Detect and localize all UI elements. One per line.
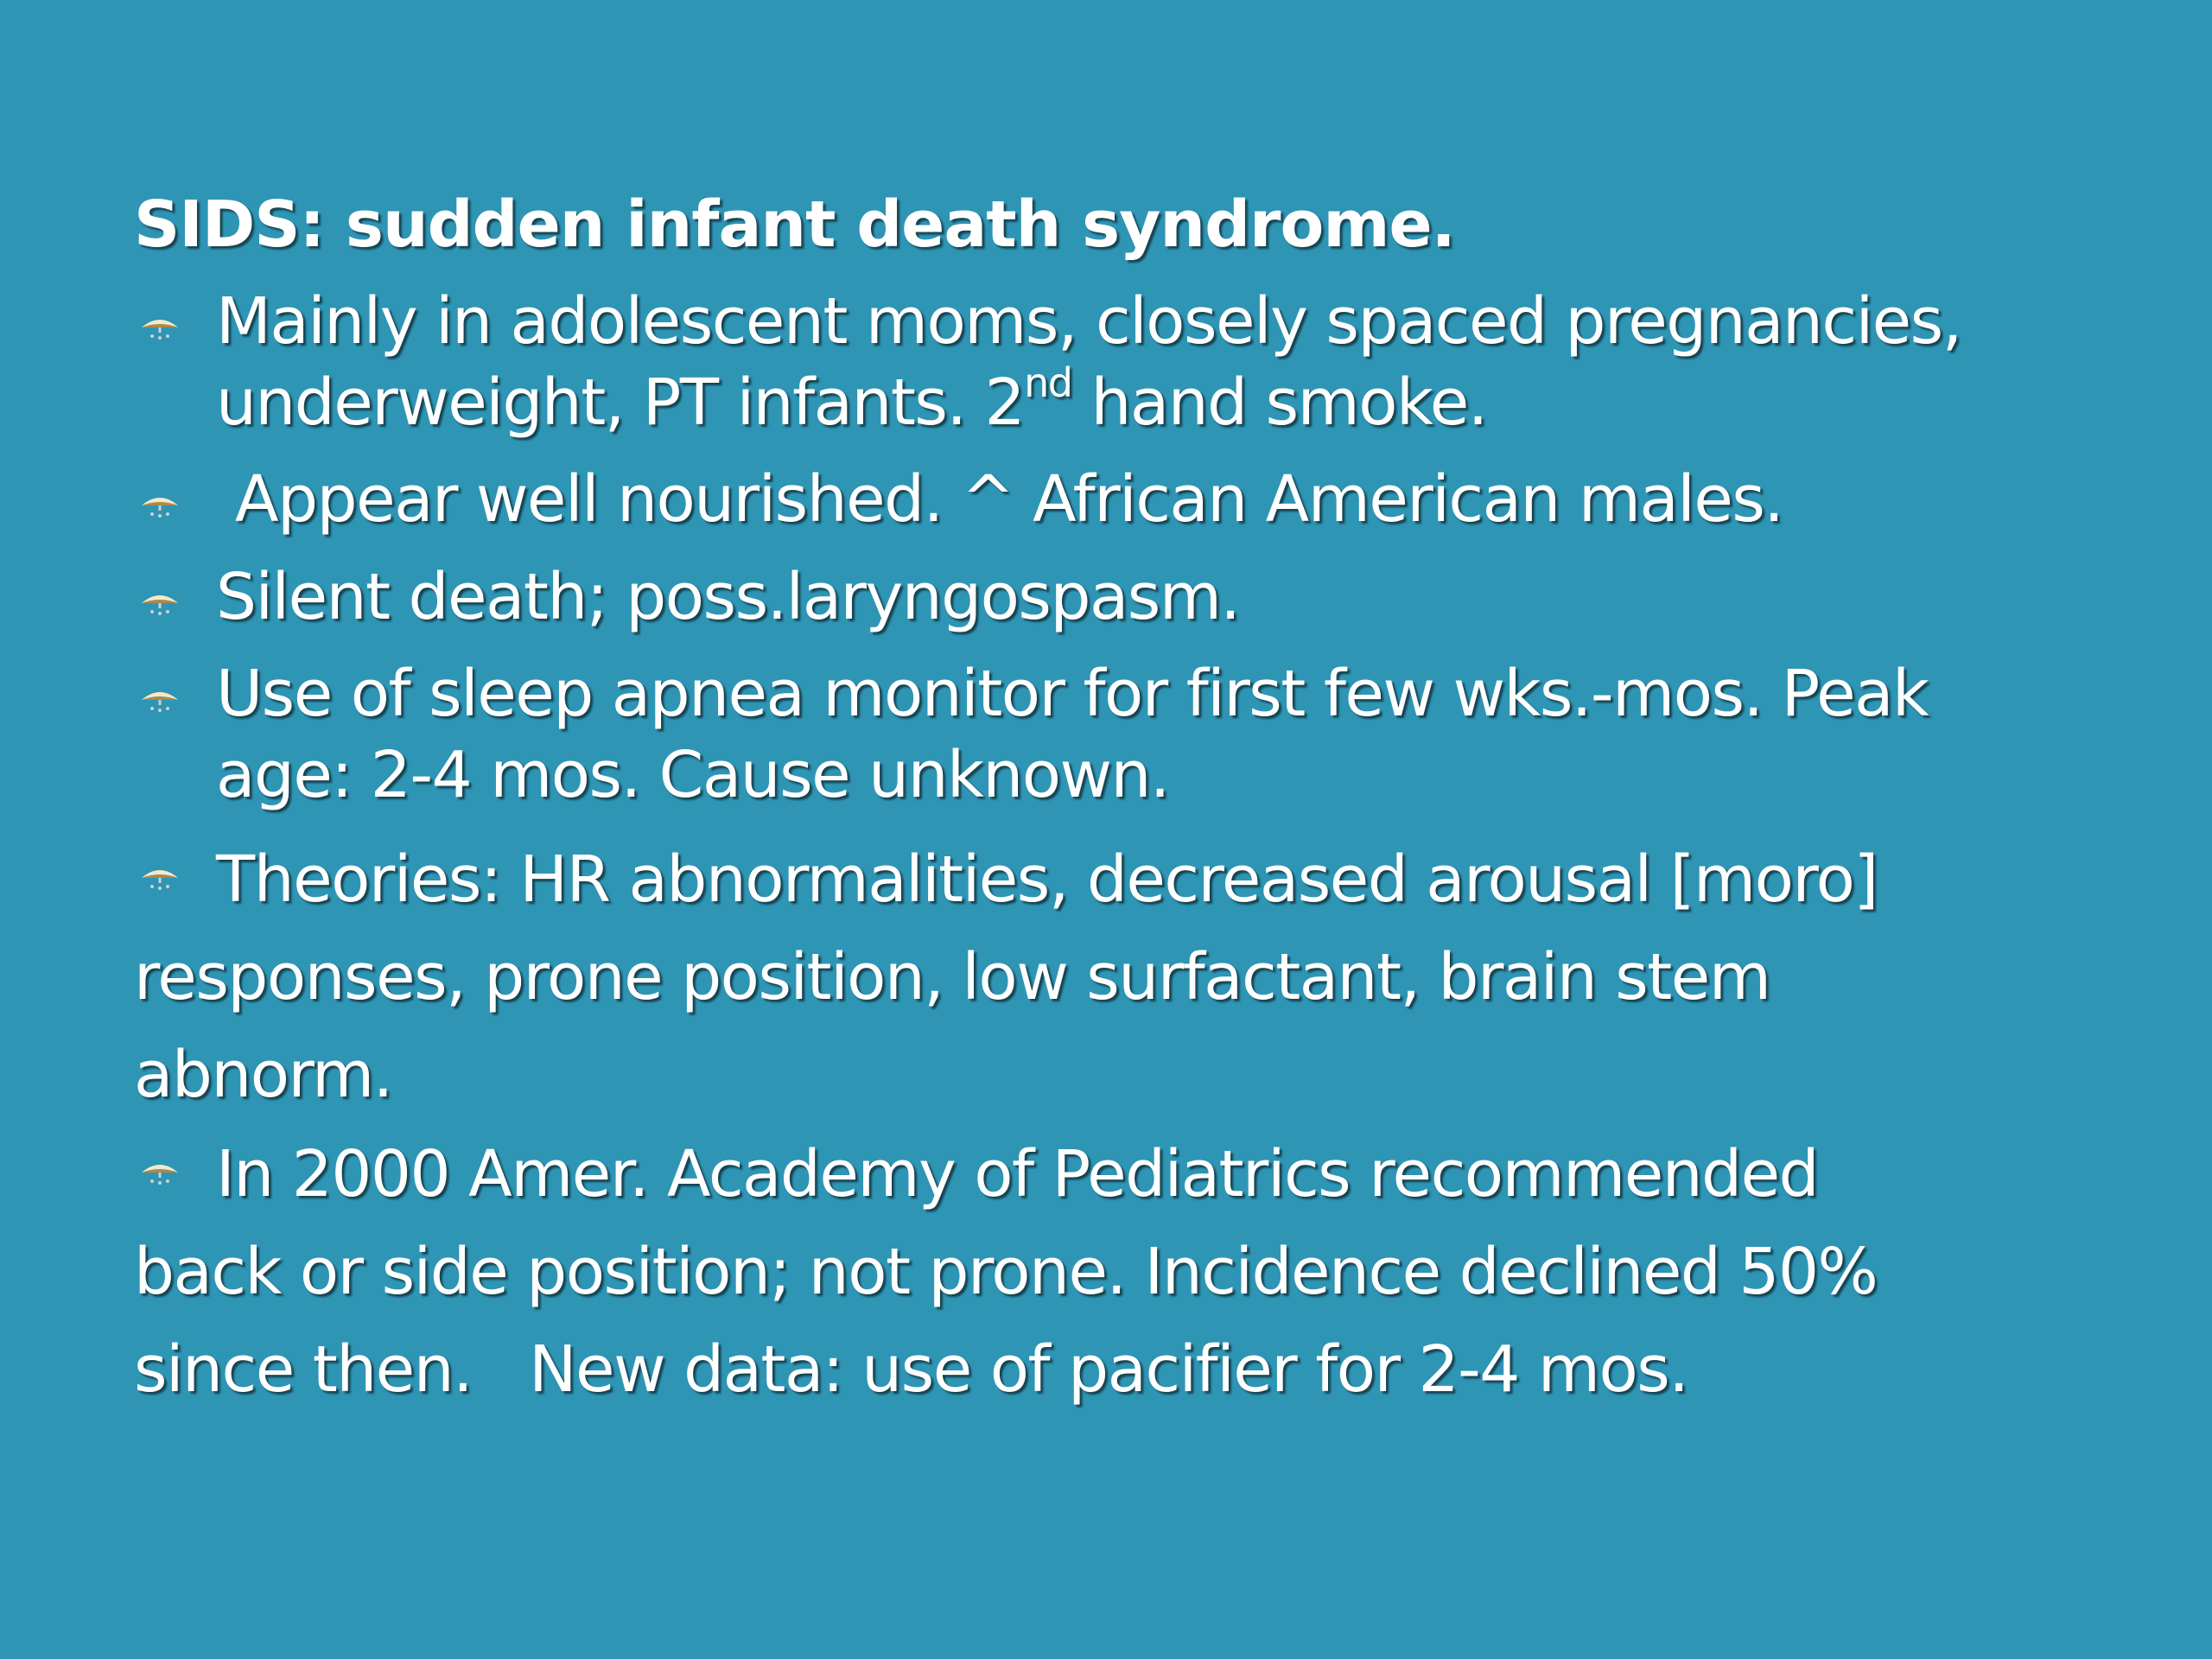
bullet-5 [134,831,1878,1124]
bullet-2-line1: Appear well nourished. ^ African American males. [216,462,1783,537]
bullet-3-line1: Silent death; poss.laryngospasm. [216,560,1240,634]
bullet-6-line3: since then. New data: use of pacifier for 2-4 mos. [134,1332,1688,1407]
bullet-1-superscript: nd [1024,359,1072,407]
bullet-4 [134,653,1928,816]
bullet-1-line1: Mainly in adolescent moms, closely spaced pregnancies, [216,284,1961,359]
bullet-2 [134,459,1783,540]
bullet-4-line1: Use of sleep apnea monitor for first few wks.-mos. Peak [216,657,1929,731]
bullet-1-line2-pre: underweight, PT infants. 2 [216,365,1025,440]
bullet-1 [134,281,1961,443]
bullet-3 [134,556,1239,638]
bullet-6-line2: back or side position; not prone. Incidence declined 50% [134,1235,1878,1309]
bullet-1-line2-post: hand smoke. [1071,365,1487,440]
bullet-5-line2: responses, prone position, low surfactant, brain stem [134,940,1770,1014]
bullet-5-line1: Theories: HR abnormalities, decreased arousal [moro] [216,842,1878,917]
bullet-6-line1: In 2000 Amer. Academy of Pediatrics recommended [216,1137,1819,1211]
bullet-4-line2: age: 2-4 mos. Cause unknown. [216,738,1169,812]
bullet-6 [134,1126,1877,1419]
bullet-1-line2 [216,359,1961,443]
slide-title: SIDS: sudden infant death syndrome. [134,188,1455,262]
bullet-5-line3: abnorm. [134,1038,392,1112]
